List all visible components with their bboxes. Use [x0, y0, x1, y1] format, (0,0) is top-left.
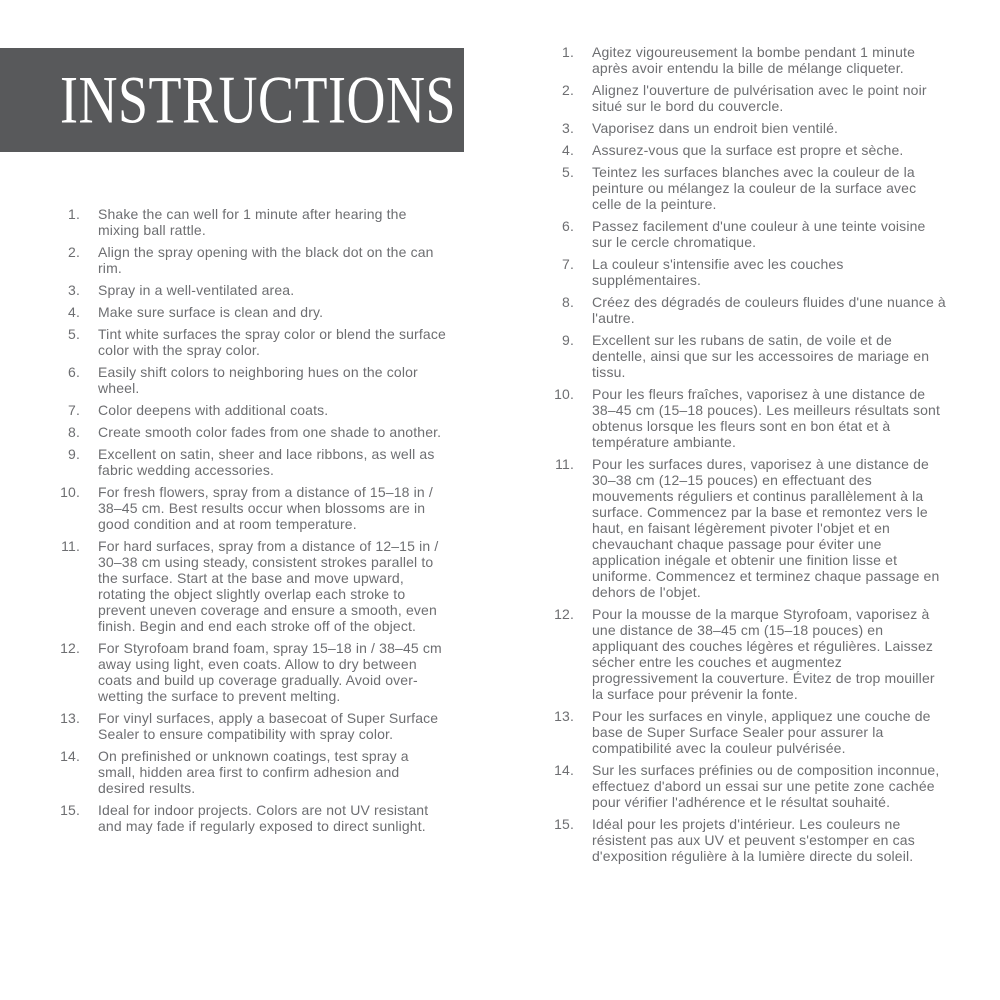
list-item — [56, 244, 448, 276]
item-number: 11. — [555, 456, 574, 472]
list-item — [56, 206, 448, 238]
item-text: Pour les surfaces en vinyle, appliquez une couche de base de Super Surface Sealer pour assurer la compatibilité avec la couleur pulvérisée. — [592, 708, 931, 756]
list-item — [56, 304, 448, 320]
list-item — [56, 748, 448, 796]
item-number: 9. — [68, 446, 80, 462]
list-item — [56, 640, 448, 704]
item-text: Shake the can well for 1 minute after hearing the mixing ball rattle. — [98, 206, 407, 238]
list-item — [550, 164, 948, 212]
list-item — [550, 762, 948, 810]
item-text: Create smooth color fades from one shade to another. — [98, 424, 442, 440]
item-number: 15. — [554, 816, 574, 832]
item-text: Sur les surfaces préfinies ou de composition inconnue, effectuez d'abord un essai sur une petite zone cachée pour vérifier l'adhérence et le résultat souhaité. — [592, 762, 940, 810]
list-item — [550, 386, 948, 450]
list-item — [550, 708, 948, 756]
item-text: Tint white surfaces the spray color or blend the surface color with the spray color. — [98, 326, 446, 358]
list-item — [550, 82, 948, 114]
item-text: Excellent on satin, sheer and lace ribbons, as well as fabric wedding accessories. — [98, 446, 435, 478]
item-number: 3. — [562, 120, 574, 136]
item-number: 12. — [60, 640, 80, 656]
list-item — [56, 802, 448, 834]
page-title: INSTRUCTIONS — [60, 62, 457, 138]
item-text: For fresh flowers, spray from a distance of 15–18 in / 38–45 cm. Best results occur when blossoms are in good condition and at room temperature. — [98, 484, 433, 532]
item-text: Pour les fleurs fraîches, vaporisez à une distance de 38–45 cm (15–18 pouces). Les meilleurs résultats sont obtenus lorsque les fleurs sont en bon état et à température ambiante. — [592, 386, 941, 450]
item-number: 2. — [562, 82, 574, 98]
list-item — [56, 326, 448, 358]
item-number: 5. — [562, 164, 574, 180]
item-number: 10. — [60, 484, 80, 500]
list-item — [56, 402, 448, 418]
item-number: 13. — [60, 710, 80, 726]
item-text: Align the spray opening with the black dot on the can rim. — [98, 244, 434, 276]
item-text: Agitez vigoureusement la bombe pendant 1 minute après avoir entendu la bille de mélange cliqueter. — [592, 44, 916, 76]
item-text: For Styrofoam brand foam, spray 15–18 in / 38–45 cm away using light, even coats. Allow to dry between coats and build up coverage gradually. Avoid over-wetting the surface to prevent melting. — [98, 640, 442, 704]
item-text: Spray in a well-ventilated area. — [98, 282, 295, 298]
item-text: Excellent sur les rubans de satin, de voile et de dentelle, ainsi que sur les accessoires de mariage en tissu. — [592, 332, 930, 380]
list-item — [550, 44, 948, 76]
item-text: Easily shift colors to neighboring hues on the color wheel. — [98, 364, 418, 396]
header-banner — [0, 48, 464, 152]
item-number: 4. — [562, 142, 574, 158]
item-number: 1. — [68, 206, 80, 222]
item-number: 10. — [554, 386, 574, 402]
item-number: 14. — [60, 748, 80, 764]
list-item — [550, 120, 948, 136]
item-number: 13. — [554, 708, 574, 724]
item-number: 5. — [68, 326, 80, 342]
list-item — [56, 446, 448, 478]
item-number: 7. — [68, 402, 80, 418]
item-text: For vinyl surfaces, apply a basecoat of Super Surface Sealer to ensure compatibility with spray color. — [98, 710, 439, 742]
item-number: 2. — [68, 244, 80, 260]
list-item — [550, 218, 948, 250]
list-item — [56, 710, 448, 742]
item-number: 7. — [562, 256, 574, 272]
list-item — [56, 484, 448, 532]
item-text: Pour la mousse de la marque Styrofoam, vaporisez à une distance de 38–45 cm (15–18 pouces) en appliquant des couches légères et régulières. Laissez sécher entre les couches et augmentez progressivement la couverture. Évitez de trop mouiller la surface pour prévenir la fonte. — [592, 606, 935, 702]
item-number: 8. — [562, 294, 574, 310]
item-number: 1. — [562, 44, 574, 60]
instructions-list-english — [56, 206, 448, 840]
item-text: La couleur s'intensifie avec les couches supplémentaires. — [592, 256, 844, 288]
item-text: For hard surfaces, spray from a distance of 12–15 in / 30–38 cm using steady, consistent strokes parallel to the surface. Start at the base and move upward, rotating the object slightly overlap each stroke to prevent uneven coverage and ensure a smooth, even finish. Begin and end each stroke off of the object. — [98, 538, 439, 634]
list-item — [56, 538, 448, 634]
list-item — [550, 142, 948, 158]
item-text: Make sure surface is clean and dry. — [98, 304, 324, 320]
item-number: 8. — [68, 424, 80, 440]
item-number: 14. — [554, 762, 574, 778]
item-number: 3. — [68, 282, 80, 298]
item-text: Ideal for indoor projects. Colors are not UV resistant and may fade if regularly exposed to direct sunlight. — [98, 802, 429, 834]
list-item — [550, 332, 948, 380]
item-number: 4. — [68, 304, 80, 320]
item-number: 9. — [562, 332, 574, 348]
item-text: Alignez l'ouverture de pulvérisation avec le point noir situé sur le bord du couvercle. — [592, 82, 927, 114]
list-item — [56, 364, 448, 396]
item-text: Color deepens with additional coats. — [98, 402, 329, 418]
instructions-list-french — [550, 44, 948, 870]
list-item — [550, 606, 948, 702]
list-item — [56, 282, 448, 298]
item-text: Créez des dégradés de couleurs fluides d'une nuance à l'autre. — [592, 294, 946, 326]
list-item — [550, 294, 948, 326]
list-item — [550, 256, 948, 288]
item-text: Pour les surfaces dures, vaporisez à une distance de 30–38 cm (12–15 pouces) en effectuant des mouvements réguliers et continus parallèlement à la surface. Commencez par la base et remontez vers le haut, en faisant légèrement pivoter l'objet et en chevauchant chaque passage pour éviter une application inégale et obtenir une finition lisse et uniforme. Commencez et terminez chaque passage en dehors de l'objet. — [592, 456, 940, 600]
item-number: 12. — [554, 606, 574, 622]
item-number: 6. — [562, 218, 574, 234]
list-item — [550, 816, 948, 864]
item-text: Idéal pour les projets d'intérieur. Les couleurs ne résistent pas aux UV et peuvent s'estomper en cas d'exposition régulière à la lumière directe du soleil. — [592, 816, 915, 864]
item-text: Passez facilement d'une couleur à une teinte voisine sur le cercle chromatique. — [592, 218, 926, 250]
item-number: 15. — [60, 802, 80, 818]
list-item — [550, 456, 948, 600]
item-number: 11. — [61, 538, 80, 554]
item-text: Assurez-vous que la surface est propre et sèche. — [592, 142, 904, 158]
item-number: 6. — [68, 364, 80, 380]
item-text: On prefinished or unknown coatings, test spray a small, hidden area first to confirm adhesion and desired results. — [98, 748, 409, 796]
list-item — [56, 424, 448, 440]
item-text: Vaporisez dans un endroit bien ventilé. — [592, 120, 839, 136]
item-text: Teintez les surfaces blanches avec la couleur de la peinture ou mélangez la couleur de la surface avec celle de la peinture. — [592, 164, 917, 212]
